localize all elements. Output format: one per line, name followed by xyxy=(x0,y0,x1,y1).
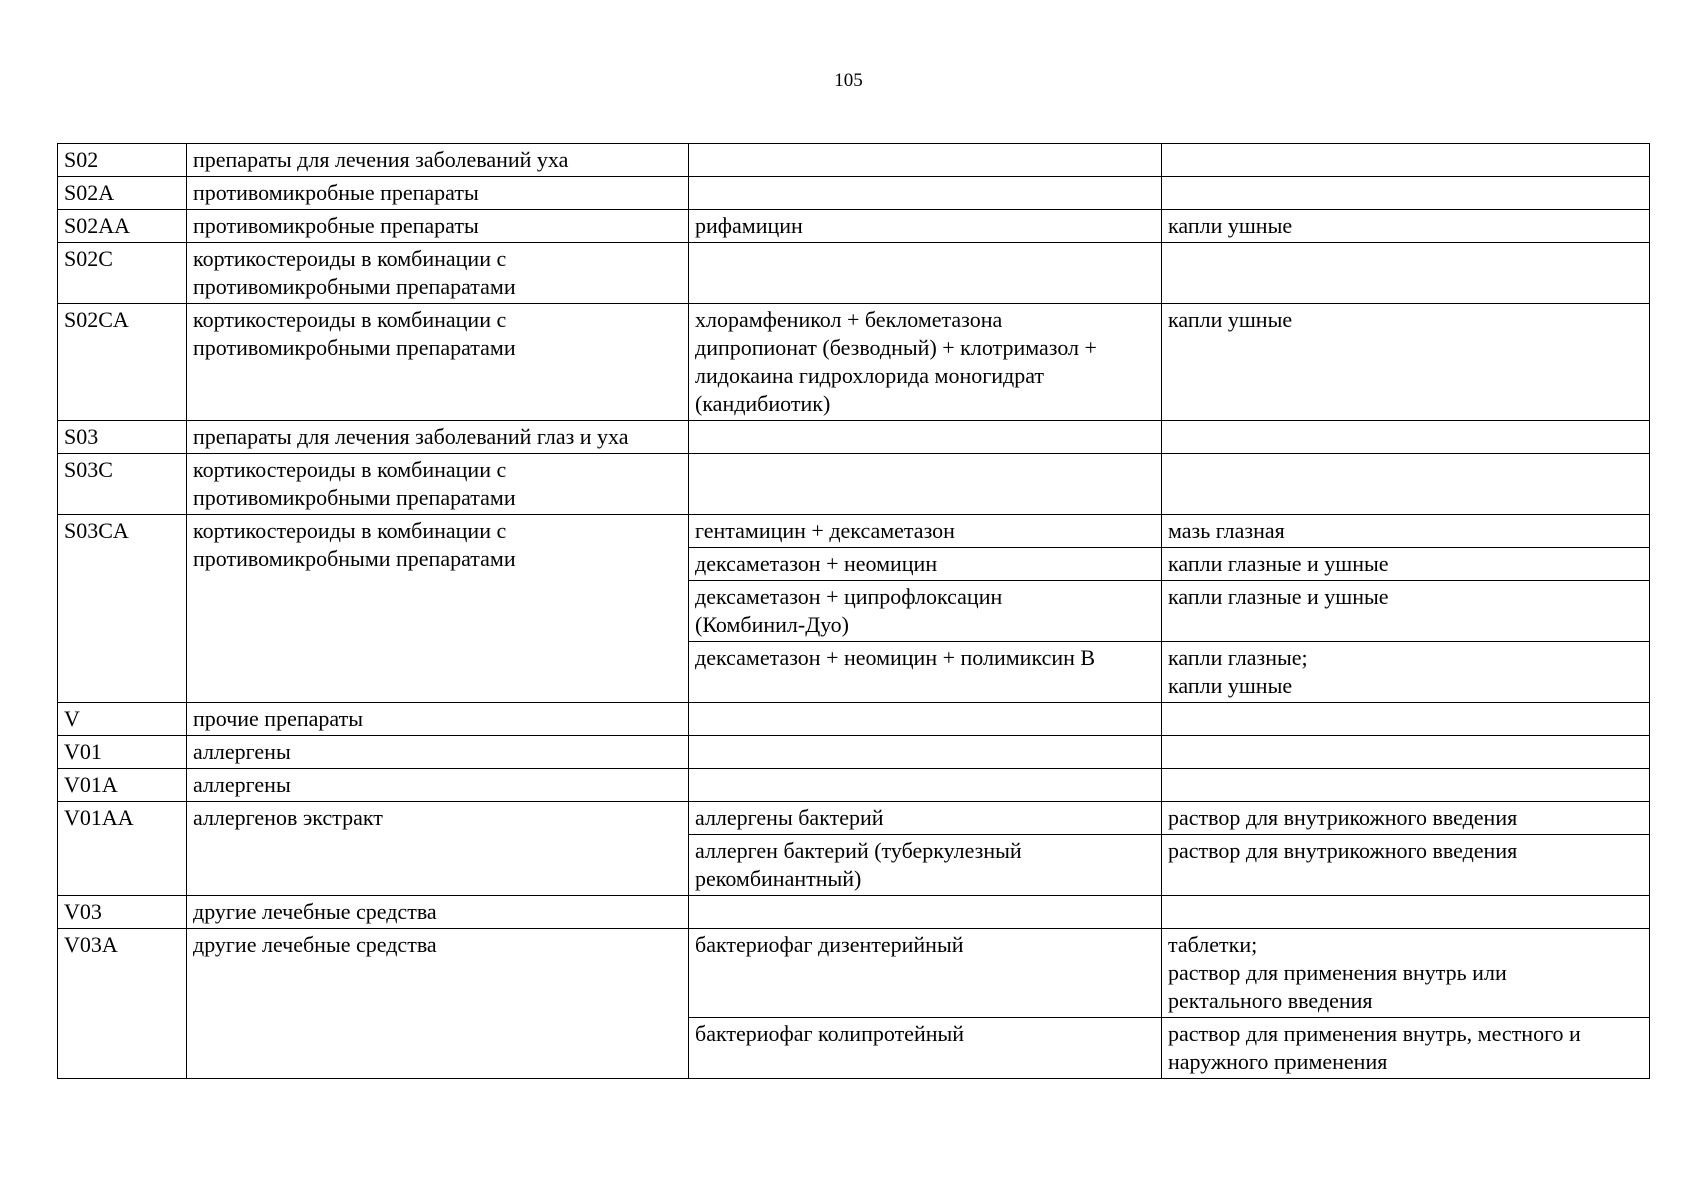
drug-name-cell xyxy=(689,177,1162,210)
dosage-form-cell xyxy=(1162,421,1650,454)
dosage-form-cell: капли ушные xyxy=(1162,210,1650,243)
atc-code-cell: V xyxy=(58,703,187,736)
table-row xyxy=(58,703,1650,736)
drug-name-cell xyxy=(689,769,1162,802)
drug-name-cell: гентамицин + дексаметазон xyxy=(689,515,1162,548)
drug-name-cell xyxy=(689,243,1162,304)
anatomical-group-cell: прочие препараты xyxy=(187,703,689,736)
anatomical-group-cell: кортикостероиды в комбинации с противомикробными препаратами xyxy=(187,515,689,703)
page-number: 105 xyxy=(834,70,863,91)
dosage-form-cell xyxy=(1162,896,1650,929)
atc-code-cell: S02AA xyxy=(58,210,187,243)
anatomical-group-cell: аллергенов экстракт xyxy=(187,802,689,896)
table-row xyxy=(58,515,1650,548)
drug-name-cell xyxy=(689,144,1162,177)
drug-name-cell xyxy=(689,454,1162,515)
drug-name-cell xyxy=(689,736,1162,769)
dosage-form-cell xyxy=(1162,177,1650,210)
anatomical-group-cell: препараты для лечения заболеваний глаз и уха xyxy=(187,421,689,454)
anatomical-group-cell: противомикробные препараты xyxy=(187,210,689,243)
anatomical-group-cell: кортикостероиды в комбинации с противомикробными препаратами xyxy=(187,243,689,304)
anatomical-group-cell: другие лечебные средства xyxy=(187,896,689,929)
table-row xyxy=(58,144,1650,177)
table-row xyxy=(58,177,1650,210)
dosage-form-cell: таблетки; раствор для применения внутрь или ректального введения xyxy=(1162,929,1650,1018)
atc-code-cell: S03C xyxy=(58,454,187,515)
table-row xyxy=(58,421,1650,454)
table-row xyxy=(58,802,1650,835)
drug-name-cell: аллерген бактерий (туберкулезный рекомбинантный) xyxy=(689,835,1162,896)
drug-name-cell xyxy=(689,421,1162,454)
anatomical-group-cell: кортикостероиды в комбинации с противомикробными препаратами xyxy=(187,454,689,515)
anatomical-group-cell: кортикостероиды в комбинации с противомикробными препаратами xyxy=(187,304,689,421)
table-row xyxy=(58,929,1650,1018)
table-row xyxy=(58,243,1650,304)
dosage-form-cell xyxy=(1162,769,1650,802)
atc-code-cell: V01A xyxy=(58,769,187,802)
atc-code-cell: S03 xyxy=(58,421,187,454)
drug-name-cell: дексаметазон + неомицин + полимиксин В xyxy=(689,642,1162,703)
anatomical-group-cell: препараты для лечения заболеваний уха xyxy=(187,144,689,177)
drug-name-cell: бактериофаг дизентерийный xyxy=(689,929,1162,1018)
atc-code-cell: S02CA xyxy=(58,304,187,421)
atc-code-cell: S03CA xyxy=(58,515,187,703)
table-row xyxy=(58,304,1650,421)
table-row xyxy=(58,454,1650,515)
dosage-form-cell: раствор для применения внутрь, местного и наружного применения xyxy=(1162,1018,1650,1079)
drug-name-cell: хлорамфеникол + беклометазона дипропионат (безводный) + клотримазол + лидокаина гидрохлорида моногидрат (кандибиотик) xyxy=(689,304,1162,421)
atc-code-cell: S02C xyxy=(58,243,187,304)
table-row xyxy=(58,769,1650,802)
drug-name-cell: аллергены бактерий xyxy=(689,802,1162,835)
atc-code-cell: S02A xyxy=(58,177,187,210)
drug-name-cell: дексаметазон + неомицин xyxy=(689,548,1162,581)
table-row xyxy=(58,736,1650,769)
anatomical-group-cell: аллергены xyxy=(187,769,689,802)
dosage-form-cell xyxy=(1162,454,1650,515)
atc-code-cell: S02 xyxy=(58,144,187,177)
dosage-form-cell: капли глазные; капли ушные xyxy=(1162,642,1650,703)
anatomical-group-cell: противомикробные препараты xyxy=(187,177,689,210)
atc-code-cell: V03 xyxy=(58,896,187,929)
drug-name-cell xyxy=(689,896,1162,929)
dosage-form-cell: раствор для внутрикожного введения xyxy=(1162,802,1650,835)
dosage-form-cell xyxy=(1162,703,1650,736)
table-row xyxy=(58,896,1650,929)
medication-table xyxy=(57,143,1650,1079)
dosage-form-cell: капли глазные и ушные xyxy=(1162,581,1650,642)
dosage-form-cell: капли глазные и ушные xyxy=(1162,548,1650,581)
dosage-form-cell: мазь глазная xyxy=(1162,515,1650,548)
anatomical-group-cell: аллергены xyxy=(187,736,689,769)
dosage-form-cell xyxy=(1162,736,1650,769)
anatomical-group-cell: другие лечебные средства xyxy=(187,929,689,1079)
dosage-form-cell xyxy=(1162,243,1650,304)
dosage-form-cell: раствор для внутрикожного введения xyxy=(1162,835,1650,896)
drug-name-cell xyxy=(689,703,1162,736)
table-row xyxy=(58,210,1650,243)
atc-code-cell: V03A xyxy=(58,929,187,1079)
medication-table-body xyxy=(58,144,1650,1079)
dosage-form-cell: капли ушные xyxy=(1162,304,1650,421)
drug-name-cell: дексаметазон + ципрофлоксацин (Комбинил-Дуо) xyxy=(689,581,1162,642)
dosage-form-cell xyxy=(1162,144,1650,177)
drug-name-cell: бактериофаг колипротейный xyxy=(689,1018,1162,1079)
drug-name-cell: рифамицин xyxy=(689,210,1162,243)
atc-code-cell: V01 xyxy=(58,736,187,769)
atc-code-cell: V01AA xyxy=(58,802,187,896)
